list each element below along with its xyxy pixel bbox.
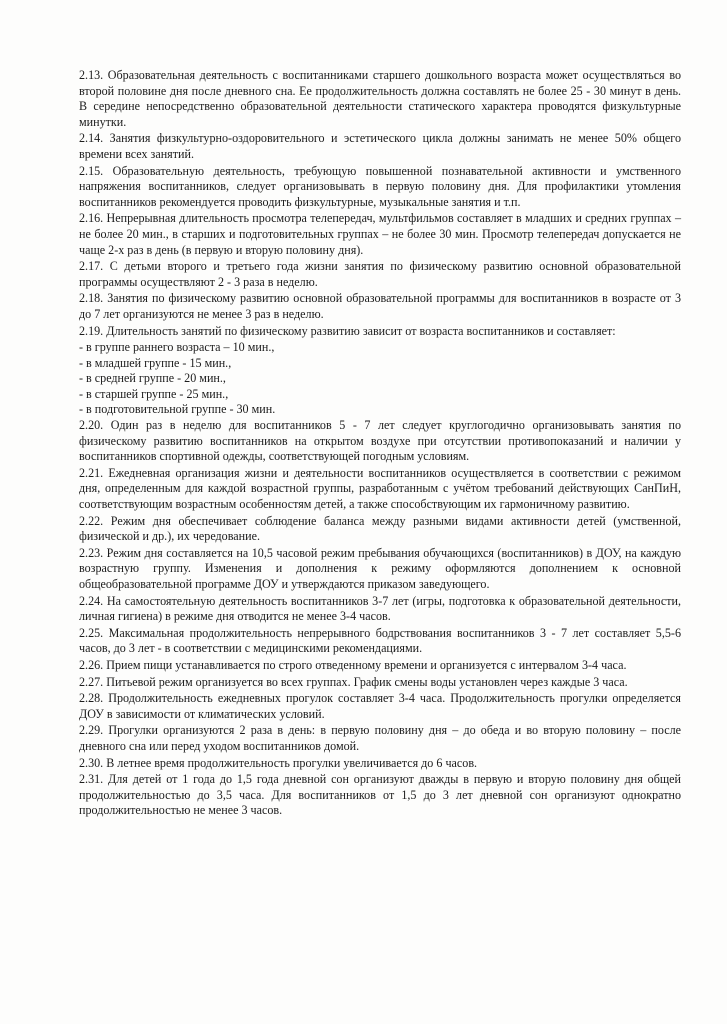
paragraph-2-21: 2.21. Ежедневная организация жизни и деятельности воспитанников осуществляется в соответствии с режимом дня, определенным для каждой возрастной группы, разработанным с учётом требований действующих СанПиН, соответствующим возрастным особенностям детей, а также способствующим их гармоничному развитию. — [79, 465, 681, 512]
paragraph-2-31: 2.31. Для детей от 1 года до 1,5 года дневной сон организуют дважды в первую и вторую половину дня общей продолжительностью до 3,5 часа. Для воспитанников от 1,5 до 3 лет дневной сон организуют однократно продолжительностью не менее 3 часов. — [79, 772, 681, 818]
paragraph-2-23: 2.23. Режим дня составляется на 10,5 часовой режим пребывания обучающихся (воспитанников) в ДОУ, на каждую возрастную группу. Изменения и дополнения к режиму оформляются дополнением к основной общеобразовательной программе ДОУ и утверждаются приказом заведующего. — [79, 545, 681, 591]
paragraph-2-16: 2.16. Непрерывная длительность просмотра телепередач, мультфильмов составляет в младших и средних группах – не более 20 мин., в старших и подготовительных группах – не более 30 мин. Просмотр телепередач допускается не чаще 2-х раз в день (в первую и вторую половину дня). — [79, 211, 681, 257]
paragraph-2-15: 2.15. Образовательную деятельность, требующую повышенной познавательной активности и умственного напряжения воспитанников, следует организовывать в первую половину дня. Для профилактики утомления воспитанников рекомендуется проводить физкультурные, музыкальные занятия и т.п. — [79, 163, 681, 209]
paragraph-2-25: 2.25. Максимальная продолжительность непрерывного бодрствования воспитанников 3 - 7 лет составляет 5,5-6 часов, до 3 лет - в соответствии с медицинскими рекомендациями. — [79, 625, 681, 656]
paragraph-2-29: 2.29. Прогулки организуются 2 раза в день: в первую половину дня – до обеда и во вторую половину – после дневного сна или перед уходом воспитанников домой. — [79, 723, 681, 753]
paragraph-2-17: 2.17. С детьми второго и третьего года жизни занятия по физическому развитию основной образовательной программы осуществляют 2 - 3 раза в неделю. — [79, 259, 681, 289]
paragraph-2-13: 2.13. Образовательная деятельность с воспитанниками старшего дошкольного возраста может осуществляться во второй половине дня после дневного сна. Ее продолжительность должна составлять не более 25 - 30 минут в день. В середине непосредственно образовательной деятельности статического характера проводятся физкультурные минутки. — [79, 68, 681, 129]
list-item: - в младшей группе - 15 мин., — [79, 355, 232, 370]
list-item: - в средней группе - 20 мин., — [79, 371, 226, 386]
paragraph-2-26: 2.26. Прием пищи устанавливается по строго отведенному времени и организуется с интервалом 3-4 часа. — [79, 657, 627, 672]
list-2-19 — [79, 340, 681, 418]
paragraph-2-27: 2.27. Питьевой режим организуется во всех группах. График смены воды установлен через каждые 3 часа. — [79, 674, 628, 689]
paragraph-2-28: 2.28. Продолжительность ежедневных прогулок составляет 3-4 часа. Продолжительность прогулки определяется ДОУ в зависимости от климатических условий. — [79, 691, 681, 721]
list-item: - в старшей группе - 25 мин., — [79, 386, 229, 401]
list-item: - в группе раннего возраста – 10 мин., — [79, 340, 275, 355]
list-item: - в подготовительной группе - 30 мин. — [79, 402, 276, 417]
paragraph-2-19: 2.19. Длительность занятий по физическому развитию зависит от возраста воспитанников и составляет: — [79, 323, 616, 338]
paragraph-2-22: 2.22. Режим дня обеспечивает соблюдение баланса между разными видами активности детей (умственной, физической и др.), их чередование. — [79, 513, 681, 544]
paragraph-2-20: 2.20. Один раз в неделю для воспитанников 5 - 7 лет следует круглогодично организовывать занятия по физическому развитию воспитанников на открытом воздухе при отсутствии противопоказаний и наличии у воспитанников спортивной одежды, соответствующей погодным условиям. — [79, 418, 681, 464]
paragraph-2-18: 2.18. Занятия по физическому развитию основной образовательной программы для воспитанников в возрасте от 3 до 7 лет организуются не менее 3 раз в неделю. — [79, 291, 681, 321]
paragraph-2-14: 2.14. Занятия физкультурно-оздоровительного и эстетического цикла должны занимать не менее 50% общего времени всех занятий. — [79, 131, 681, 161]
paragraph-2-30: 2.30. В летнее время продолжительность прогулки увеличивается до 6 часов. — [79, 755, 478, 770]
paragraph-2-24: 2.24. На самостоятельную деятельность воспитанников 3-7 лет (игры, подготовка к образовательной деятельности, личная гигиена) в режиме дня отводится не менее 3-4 часов. — [79, 593, 681, 624]
document-body — [79, 68, 681, 820]
